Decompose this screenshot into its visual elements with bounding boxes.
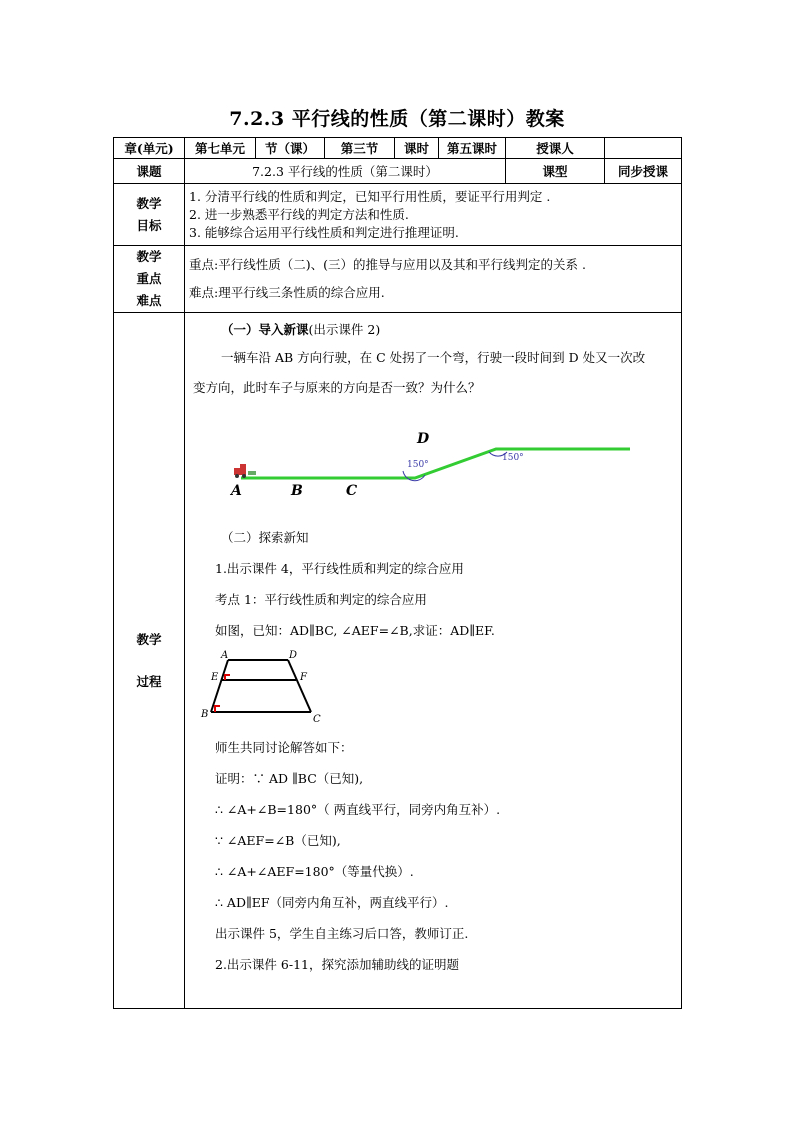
topic-label: 课题 — [114, 159, 185, 184]
topic-row — [114, 159, 682, 184]
header-row — [114, 138, 682, 159]
intro-heading: （一）导入新课 — [221, 322, 309, 337]
proof-line-3: ∵ ∠AEF=∠B（已知), — [215, 833, 341, 848]
goals-content — [185, 184, 682, 246]
step-1: 1.出示课件 4，平行线性质和判定的综合应用 — [215, 561, 464, 576]
goal-item-1: 1. 分清平行线的性质和判定，已知平行用性质，要证平行用判定 . — [189, 188, 551, 204]
point-1: 考点 1：平行线性质和判定的综合应用 — [215, 592, 427, 607]
keypoints-label — [114, 246, 185, 313]
goal-item-2: 2. 进一步熟悉平行线的判定方法和性质. — [189, 206, 409, 222]
angle-label-d: 150° — [502, 453, 524, 463]
type-label: 课型 — [506, 159, 605, 184]
goals-label — [114, 184, 185, 246]
trap-label-a: A — [221, 650, 229, 661]
topic-value: 7.2.3 平行线的性质（第二课时） — [185, 159, 506, 184]
trapezoid-figure — [193, 650, 353, 728]
keypoints-content — [185, 246, 682, 313]
difficult-point: 难点:理平行线三条性质的综合应用. — [189, 285, 385, 300]
angle-label-c: 150° — [407, 460, 429, 470]
period-label: 课时 — [395, 138, 439, 159]
trap-label-b: B — [201, 709, 209, 720]
explore-heading: （二）探索新知 — [221, 530, 309, 545]
proof-line-1: 证明：∵ AD ∥BC（已知), — [215, 771, 364, 786]
keypoints-label-line2: 重点 — [136, 271, 162, 286]
goals-row — [114, 184, 682, 246]
step-2: 2.出示课件 6-11，探究添加辅助线的证明题 — [215, 957, 459, 972]
point-label-a: A — [231, 483, 242, 499]
discuss-text: 师生共同讨论解答如下： — [215, 740, 353, 755]
intro-text-2: 变方向，此时车子与原来的方向是否一致？为什么？ — [193, 380, 481, 395]
lesson-plan-table — [113, 137, 682, 1009]
proof-line-5: ∴ AD∥EF（同旁内角互补，两直线平行）. — [215, 895, 449, 910]
trap-label-e: E — [211, 672, 219, 683]
route-line — [241, 449, 630, 478]
problem-statement: 如图，已知：AD∥BC, ∠AEF=∠B,求证：AD∥EF. — [215, 623, 495, 638]
intro-text-1: 一辆车沿 AB 方向行驶，在 C 处拐了一个弯，行驶一段时间到 D 处又一次改 — [221, 350, 646, 365]
keypoints-label-line1: 教学 — [136, 249, 162, 264]
goals-label-line1: 教学 — [136, 195, 162, 211]
process-label — [114, 313, 185, 1009]
intro-note: (出示课件 2) — [308, 322, 381, 337]
keypoints-label-line3: 难点 — [136, 293, 162, 308]
type-value: 同步授课 — [605, 159, 682, 184]
chapter-value: 第七单元 — [185, 138, 256, 159]
teacher-value — [605, 138, 682, 159]
goals-label-line2: 目标 — [136, 217, 162, 233]
proof-line-2: ∴ ∠A+∠B=180°（ 两直线平行，同旁内角互补）. — [215, 802, 501, 817]
car-icon — [234, 464, 256, 478]
goal-item-3: 3. 能够综合运用平行线性质和判定进行推理证明. — [189, 224, 459, 240]
process-content — [185, 313, 682, 1009]
chapter-label: 章(单元) — [114, 138, 185, 159]
teacher-label: 授课人 — [506, 138, 605, 159]
section-label: 节（课） — [256, 138, 325, 159]
key-point: 重点:平行线性质（二)、(三）的推导与应用以及其和平行线判定的关系 . — [189, 257, 586, 272]
trap-label-c: C — [313, 714, 321, 725]
point-label-b: B — [291, 483, 303, 499]
point-label-c: C — [346, 483, 358, 499]
document-title: 7.2.3 平行线的性质（第二课时）教案 — [229, 108, 565, 130]
practice-text: 出示课件 5，学生自主练习后口答，教师订正. — [215, 926, 469, 941]
keypoints-row — [114, 246, 682, 313]
trap-label-f: F — [300, 672, 307, 683]
point-label-d: D — [417, 431, 430, 447]
process-row — [114, 313, 682, 1009]
period-value: 第五课时 — [439, 138, 506, 159]
car-route-figure — [193, 407, 633, 517]
process-label-line2: 过程 — [136, 673, 162, 689]
process-label-line1: 教学 — [136, 631, 162, 647]
section-value: 第三节 — [325, 138, 395, 159]
proof-line-4: ∴ ∠A+∠AEF=180°（等量代换）. — [215, 864, 414, 879]
trap-label-d: D — [289, 650, 298, 661]
